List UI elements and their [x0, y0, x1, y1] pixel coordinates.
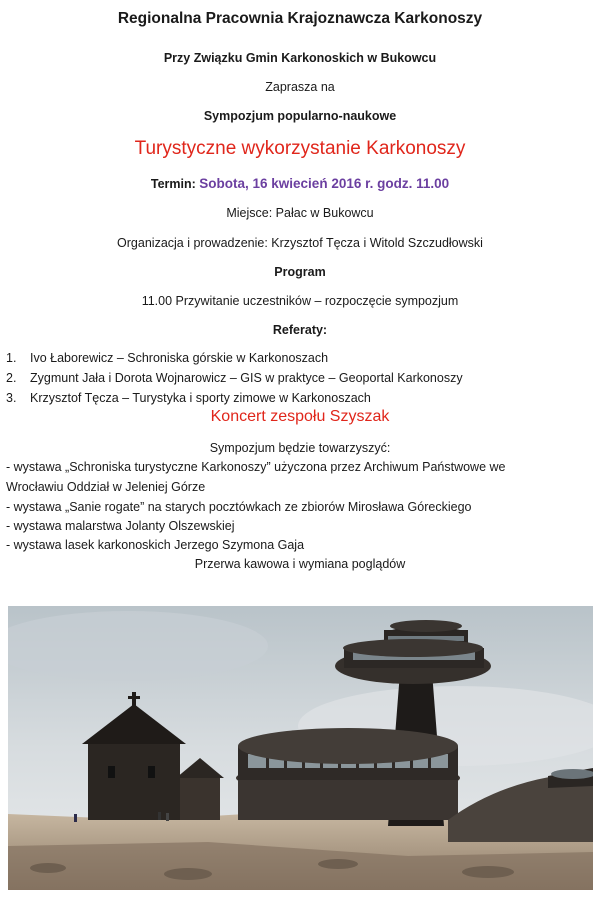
closing-text: Przerwa kawowa i wymiana poglądów — [194, 557, 406, 571]
event-organization: Organizacja i prowadzenie: Krzysztof Tęcza i Witold Szczudłowski — [117, 236, 483, 250]
exhibition-line: - wystawa malarstwa Jolanty Olszewskiej — [6, 519, 235, 533]
organizer-title: Regionalna Pracownia Krajoznawcza Karkonoszy — [117, 10, 483, 27]
program-opening: 11.00 Przywitanie uczestników – rozpoczęcie sympozjum — [141, 294, 459, 308]
program-heading: Program — [274, 265, 326, 279]
organizer-subtitle: Przy Związku Gmin Karkonoskich w Bukowcu — [163, 51, 437, 65]
event-place: Miejsce: Pałac w Bukowcu — [226, 206, 374, 220]
exhibition-line: - wystawa „Sanie rogate” na starych pocztówkach ze zbiorów Mirosława Góreckiego — [6, 500, 472, 514]
list-item: 2. Zygmunt Jała i Dorota Wojnarowicz – GIS w praktyce – Geoportal Karkonoszy — [6, 371, 463, 385]
invite-text: Zaprasza na — [265, 80, 335, 94]
list-item: 1. Ivo Łaborewicz – Schroniska górskie w Karkonoszach — [6, 351, 329, 365]
term-label: Termin: — [150, 177, 196, 191]
exhibition-line: - wystawa „Schroniska turystyczne Karkonoszy” użyczona przez Archiwum Państwowe we — [6, 460, 506, 474]
event-term — [0, 176, 600, 191]
snezka-observatory-photo — [8, 606, 593, 890]
exhibition-line: - wystawa lasek karkonoskich Jerzego Szymona Gaja — [6, 538, 305, 552]
referaty-heading: Referaty: — [272, 323, 328, 337]
event-title: Turystyczne wykorzystanie Karkonoszy — [134, 138, 466, 159]
term-value: Sobota, 16 kwiecień 2016 r. godz. 11.00 — [199, 176, 450, 191]
event-type: Sympozjum popularno-naukowe — [203, 109, 397, 123]
accompany-heading: Sympozjum będzie towarzyszyć: — [209, 441, 391, 455]
exhibition-line: Wrocławiu Oddział w Jeleniej Górze — [6, 480, 206, 494]
concert-title: Koncert zespołu Szyszak — [210, 408, 390, 425]
list-item: 3. Krzysztof Tęcza – Turystyka i sporty zimowe w Karkonoszach — [6, 391, 371, 405]
